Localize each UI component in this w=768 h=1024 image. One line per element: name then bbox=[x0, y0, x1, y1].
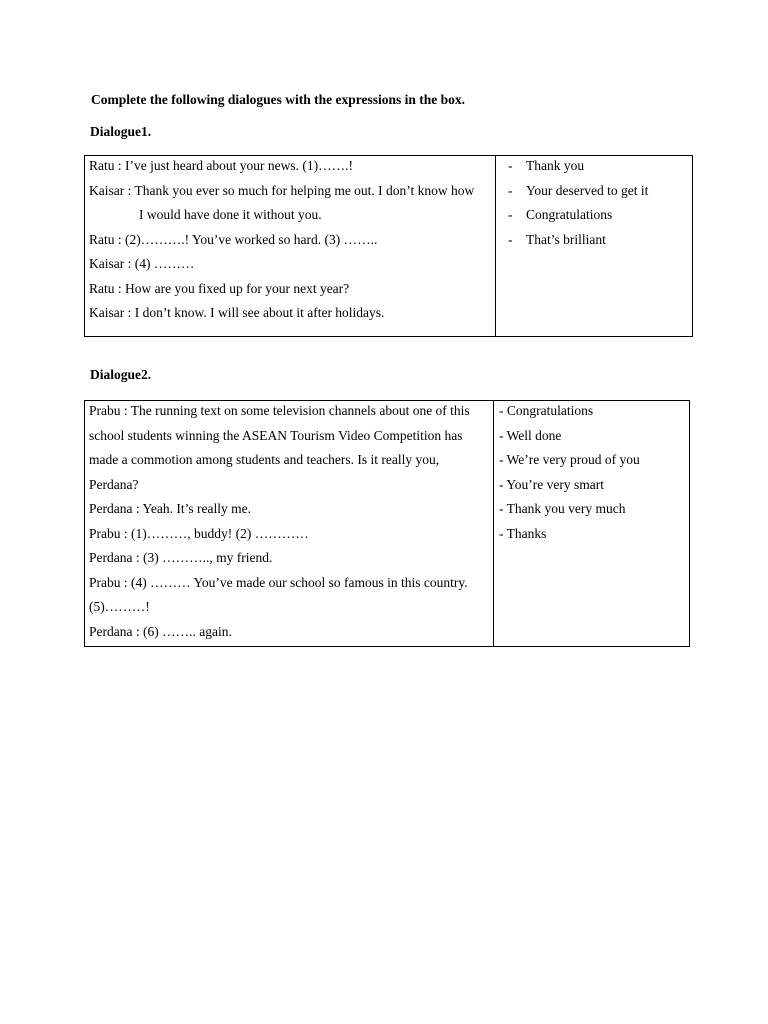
option-item: - Congratulations bbox=[508, 207, 613, 222]
dialogue-line: made a commotion among students and teachers. Is it really you, bbox=[89, 452, 440, 467]
dialogue-line: Ratu : How are you fixed up for your next year? bbox=[89, 280, 350, 296]
dialogue-line: I would have done it without you. bbox=[139, 207, 322, 222]
dialogue1-table bbox=[84, 155, 693, 337]
instruction-text: Complete the following dialogues with the expressions in the box. bbox=[91, 92, 466, 107]
dialogue2-options-cell bbox=[494, 401, 690, 647]
dialogue-line: Kaisar : (4) ……… bbox=[89, 256, 195, 271]
dialogue-line: (5)………! bbox=[89, 599, 150, 614]
dialogue-line: school students winning the ASEAN Tourism Video Competition has bbox=[89, 427, 463, 443]
option-item: - We’re very proud of you bbox=[499, 452, 640, 467]
dialogue1-title: Dialogue1. bbox=[90, 124, 152, 139]
dialogue-line: Kaisar : I don’t know. I will see about it after holidays. bbox=[89, 305, 385, 320]
dialogue-line: Perdana? bbox=[89, 476, 139, 492]
option-item: - Well done bbox=[499, 427, 562, 443]
option-item: - You’re very smart bbox=[499, 476, 604, 492]
option-label: Thank you bbox=[526, 158, 585, 173]
dialogue1-text-cell bbox=[85, 156, 496, 337]
option-label: That’s brilliant bbox=[526, 231, 606, 247]
dialogue2-text-cell bbox=[85, 401, 494, 647]
dialogue-line: Kaisar : Thank you ever so much for helping me out. I don’t know how bbox=[89, 182, 475, 198]
option-item: - Your deserved to get it bbox=[508, 182, 649, 198]
dialogue-line: Prabu : (4) ……… You’ve made our school so famous in this country. bbox=[89, 574, 468, 590]
dialogue1-options-cell bbox=[496, 156, 693, 337]
dialogue-line: Perdana : Yeah. It’s really me. bbox=[89, 501, 251, 516]
dialogue-line: Prabu : (1)………, buddy! (2) ………… bbox=[89, 525, 309, 541]
option-item: - That’s brilliant bbox=[508, 231, 606, 247]
dialogue-line: Perdana : (3) ……….., my friend. bbox=[89, 550, 273, 565]
dialogue-line: Ratu : (2)……….! You’ve worked so hard. (3) …….. bbox=[89, 231, 378, 247]
option-item: - Congratulations bbox=[499, 403, 594, 418]
option-label: Congratulations bbox=[526, 207, 613, 222]
option-item: - Thank you bbox=[508, 158, 585, 173]
option-label: Your deserved to get it bbox=[526, 182, 649, 198]
dialogue-line: Ratu : I’ve just heard about your news. (1)…….! bbox=[89, 158, 353, 173]
dialogue2-table bbox=[84, 400, 690, 647]
dialogue-line: Perdana : (6) …….. again. bbox=[89, 623, 232, 639]
option-item: - Thank you very much bbox=[499, 501, 626, 516]
dialogue-line: Prabu : The running text on some television channels about one of this bbox=[89, 403, 470, 418]
option-item: - Thanks bbox=[499, 525, 547, 541]
dialogue2-title: Dialogue2. bbox=[90, 367, 152, 382]
